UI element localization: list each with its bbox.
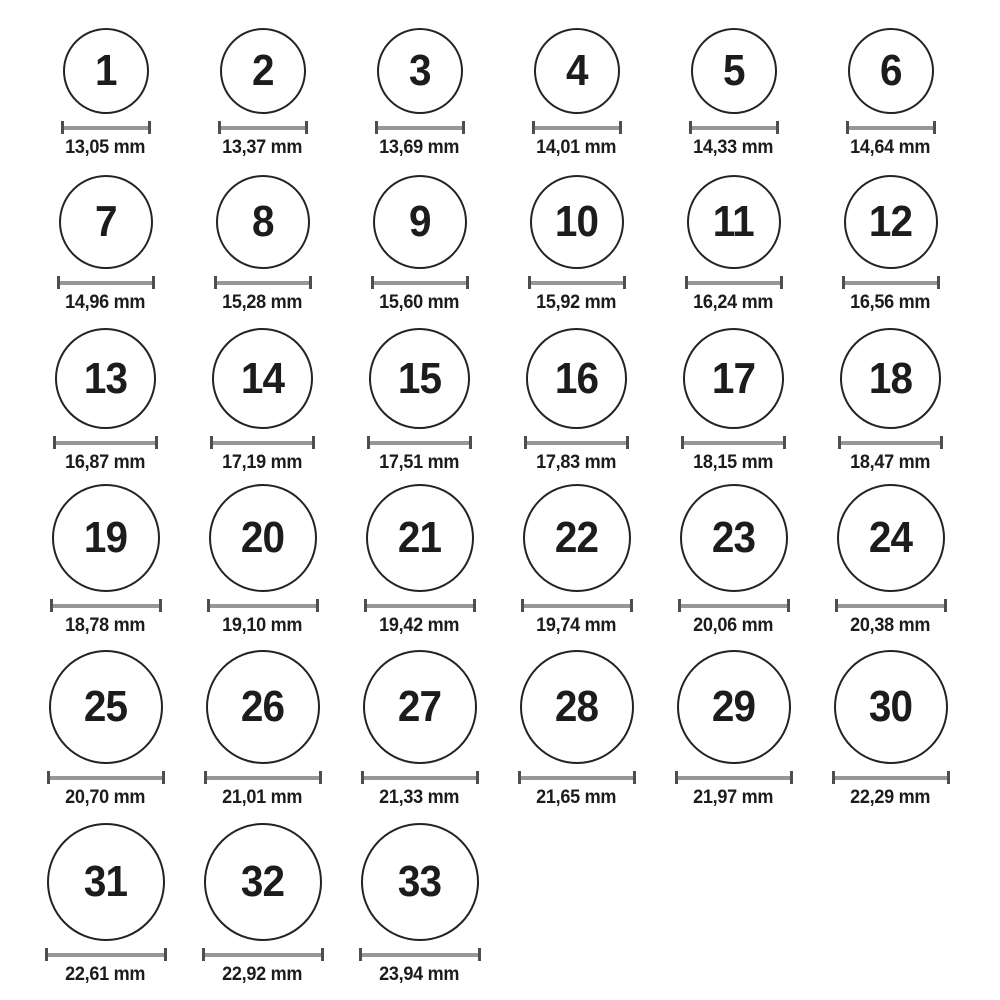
measure-right-tick-icon	[776, 121, 779, 134]
ring-circle	[530, 175, 624, 269]
diameter-label: 14,64 mm	[850, 137, 931, 158]
ring-size-item	[341, 175, 498, 314]
ring-size-item	[498, 650, 655, 809]
ring-size-item	[498, 328, 655, 474]
measure-bar	[362, 953, 478, 957]
ring-size-number: 4	[565, 46, 588, 95]
ring-size-number: 1	[94, 46, 117, 95]
measure-right-tick-icon	[633, 771, 636, 784]
measure-right-tick-icon	[309, 276, 312, 289]
measure-bar	[678, 776, 790, 780]
ring-circle	[212, 328, 313, 429]
ring-circle	[361, 823, 479, 941]
measure-right-tick-icon	[164, 948, 167, 961]
ring-size-item	[341, 28, 498, 159]
diameter-measure-line	[57, 276, 155, 289]
diameter-label: 13,05 mm	[65, 137, 146, 158]
measure-right-tick-icon	[783, 436, 786, 449]
diameter-measure-line	[50, 599, 162, 612]
ring-size-item	[184, 28, 341, 159]
ring-size-item	[812, 28, 969, 159]
diameter-label: 18,15 mm	[693, 452, 774, 473]
diameter-measure-line	[835, 599, 947, 612]
ring-size-item	[812, 484, 969, 637]
diameter-label: 16,56 mm	[850, 292, 931, 313]
diameter-label: 16,24 mm	[693, 292, 774, 313]
diameter-label: 15,28 mm	[222, 292, 303, 313]
ring-circle	[377, 28, 463, 114]
ring-circle	[209, 484, 317, 592]
diameter-measure-line	[367, 436, 472, 449]
measure-bar	[205, 953, 321, 957]
measure-bar	[378, 126, 462, 130]
ring-size-number: 21	[397, 513, 442, 562]
ring-size-number: 26	[240, 682, 285, 731]
ring-circle	[63, 28, 149, 114]
measure-right-tick-icon	[316, 599, 319, 612]
diameter-label: 21,65 mm	[536, 787, 617, 808]
diameter-measure-line	[47, 771, 165, 784]
measure-right-tick-icon	[476, 771, 479, 784]
ring-size-item	[27, 175, 184, 314]
measure-right-tick-icon	[152, 276, 155, 289]
diameter-label: 20,70 mm	[65, 787, 146, 808]
diameter-measure-line	[518, 771, 636, 784]
diameter-measure-line	[361, 771, 479, 784]
diameter-label: 19,42 mm	[379, 615, 460, 636]
diameter-measure-line	[832, 771, 950, 784]
measure-right-tick-icon	[937, 276, 940, 289]
ring-size-row	[27, 650, 1000, 809]
measure-bar	[367, 604, 473, 608]
ring-size-number: 30	[868, 682, 913, 731]
ring-size-number: 18	[868, 353, 913, 403]
diameter-label: 21,33 mm	[379, 787, 460, 808]
diameter-measure-line	[521, 599, 633, 612]
ring-size-number: 31	[83, 857, 128, 906]
ring-size-number: 20	[240, 513, 285, 562]
diameter-measure-line	[364, 599, 476, 612]
ring-size-row	[27, 484, 1000, 637]
diameter-measure-line	[685, 276, 783, 289]
diameter-measure-line	[53, 436, 158, 449]
measure-right-tick-icon	[630, 599, 633, 612]
ring-size-item	[27, 650, 184, 809]
diameter-measure-line	[842, 276, 940, 289]
ring-circle	[369, 328, 470, 429]
ring-size-number: 33	[397, 857, 442, 906]
diameter-measure-line	[202, 948, 324, 961]
ring-size-item	[341, 328, 498, 474]
ring-size-item	[498, 484, 655, 637]
ring-size-item	[184, 484, 341, 637]
diameter-label: 18,47 mm	[850, 452, 931, 473]
measure-bar	[56, 441, 155, 445]
ring-size-number: 22	[554, 513, 599, 562]
ring-size-number: 6	[879, 46, 902, 95]
measure-bar	[845, 281, 937, 285]
measure-bar	[374, 281, 466, 285]
ring-circle	[373, 175, 467, 269]
measure-right-tick-icon	[944, 599, 947, 612]
diameter-measure-line	[375, 121, 465, 134]
ring-size-item	[498, 28, 655, 159]
diameter-label: 17,83 mm	[536, 452, 617, 473]
measure-right-tick-icon	[148, 121, 151, 134]
ring-size-number: 24	[868, 513, 913, 562]
diameter-measure-line	[689, 121, 779, 134]
diameter-measure-line	[846, 121, 936, 134]
diameter-measure-line	[532, 121, 622, 134]
diameter-label: 18,78 mm	[65, 615, 146, 636]
diameter-label: 15,92 mm	[536, 292, 617, 313]
ring-circle	[848, 28, 934, 114]
ring-size-number: 27	[397, 682, 442, 731]
diameter-label: 13,69 mm	[379, 137, 460, 158]
ring-circle	[49, 650, 163, 764]
diameter-label: 15,60 mm	[379, 292, 460, 313]
measure-bar	[535, 126, 619, 130]
diameter-measure-line	[214, 276, 312, 289]
ring-circle	[47, 823, 165, 941]
ring-size-number: 3	[408, 46, 431, 95]
measure-right-tick-icon	[466, 276, 469, 289]
ring-size-item	[341, 484, 498, 637]
ring-size-item	[655, 175, 812, 314]
diameter-label: 14,96 mm	[65, 292, 146, 313]
measure-bar	[531, 281, 623, 285]
diameter-label: 22,29 mm	[850, 787, 931, 808]
diameter-label: 14,01 mm	[536, 137, 617, 158]
ring-size-item	[655, 484, 812, 637]
measure-right-tick-icon	[469, 436, 472, 449]
diameter-measure-line	[838, 436, 943, 449]
diameter-label: 19,74 mm	[536, 615, 617, 636]
ring-circle	[840, 328, 941, 429]
measure-right-tick-icon	[319, 771, 322, 784]
ring-size-number: 19	[83, 513, 128, 562]
ring-size-item	[27, 328, 184, 474]
measure-right-tick-icon	[462, 121, 465, 134]
measure-right-tick-icon	[940, 436, 943, 449]
measure-bar	[692, 126, 776, 130]
ring-size-row	[27, 823, 1000, 986]
ring-circle	[59, 175, 153, 269]
measure-bar	[527, 441, 626, 445]
diameter-measure-line	[528, 276, 626, 289]
diameter-label: 20,38 mm	[850, 615, 931, 636]
ring-size-number: 23	[711, 513, 756, 562]
ring-size-number: 28	[554, 682, 599, 731]
measure-bar	[60, 281, 152, 285]
ring-size-number: 29	[711, 682, 756, 731]
measure-right-tick-icon	[787, 599, 790, 612]
diameter-measure-line	[359, 948, 481, 961]
measure-bar	[48, 953, 164, 957]
diameter-label: 17,51 mm	[379, 452, 460, 473]
ring-circle	[680, 484, 788, 592]
ring-size-item	[655, 328, 812, 474]
ring-circle	[216, 175, 310, 269]
measure-bar	[838, 604, 944, 608]
ring-circle	[363, 650, 477, 764]
measure-bar	[370, 441, 469, 445]
ring-size-number: 12	[868, 197, 913, 246]
measure-bar	[213, 441, 312, 445]
ring-circle	[677, 650, 791, 764]
diameter-label: 21,97 mm	[693, 787, 774, 808]
measure-right-tick-icon	[159, 599, 162, 612]
diameter-label: 16,87 mm	[65, 452, 146, 473]
measure-right-tick-icon	[619, 121, 622, 134]
ring-size-number: 10	[554, 197, 599, 246]
ring-size-number: 2	[251, 46, 274, 95]
ring-size-item	[655, 28, 812, 159]
measure-bar	[364, 776, 476, 780]
ring-size-number: 8	[251, 197, 274, 246]
measure-bar	[210, 604, 316, 608]
measure-right-tick-icon	[155, 436, 158, 449]
measure-bar	[681, 604, 787, 608]
ring-circle	[844, 175, 938, 269]
diameter-label: 21,01 mm	[222, 787, 303, 808]
ring-size-number: 7	[94, 197, 117, 246]
measure-right-tick-icon	[321, 948, 324, 961]
ring-size-item	[27, 28, 184, 159]
ring-size-number: 9	[408, 197, 431, 246]
ring-size-row	[27, 175, 1000, 314]
ring-size-item	[341, 823, 498, 986]
ring-size-item	[184, 175, 341, 314]
diameter-measure-line	[204, 771, 322, 784]
measure-right-tick-icon	[305, 121, 308, 134]
diameter-label: 19,10 mm	[222, 615, 303, 636]
measure-right-tick-icon	[473, 599, 476, 612]
ring-size-number: 5	[722, 46, 745, 95]
ring-size-item	[27, 484, 184, 637]
diameter-label: 22,92 mm	[222, 964, 303, 985]
ring-size-number: 11	[713, 197, 754, 246]
ring-circle	[691, 28, 777, 114]
diameter-measure-line	[45, 948, 167, 961]
ring-size-item	[184, 328, 341, 474]
measure-bar	[841, 441, 940, 445]
diameter-measure-line	[681, 436, 786, 449]
ring-circle	[52, 484, 160, 592]
ring-size-item	[27, 823, 184, 986]
measure-bar	[521, 776, 633, 780]
ring-circle	[55, 328, 156, 429]
diameter-measure-line	[678, 599, 790, 612]
diameter-measure-line	[207, 599, 319, 612]
ring-size-number: 17	[711, 353, 756, 403]
diameter-label: 14,33 mm	[693, 137, 774, 158]
ring-circle	[837, 484, 945, 592]
ring-circle	[366, 484, 474, 592]
ring-size-item	[812, 175, 969, 314]
measure-bar	[849, 126, 933, 130]
diameter-label: 20,06 mm	[693, 615, 774, 636]
measure-right-tick-icon	[626, 436, 629, 449]
ring-circle	[206, 650, 320, 764]
ring-circle	[687, 175, 781, 269]
diameter-measure-line	[61, 121, 151, 134]
measure-right-tick-icon	[623, 276, 626, 289]
ring-size-number: 25	[83, 682, 128, 731]
diameter-measure-line	[675, 771, 793, 784]
measure-right-tick-icon	[162, 771, 165, 784]
measure-right-tick-icon	[780, 276, 783, 289]
measure-right-tick-icon	[947, 771, 950, 784]
diameter-measure-line	[524, 436, 629, 449]
ring-circle	[520, 650, 634, 764]
measure-right-tick-icon	[312, 436, 315, 449]
ring-size-number: 14	[240, 353, 285, 403]
measure-right-tick-icon	[933, 121, 936, 134]
ring-circle	[523, 484, 631, 592]
measure-bar	[50, 776, 162, 780]
measure-right-tick-icon	[478, 948, 481, 961]
ring-size-item	[812, 328, 969, 474]
diameter-label: 13,37 mm	[222, 137, 303, 158]
ring-circle	[534, 28, 620, 114]
measure-bar	[207, 776, 319, 780]
ring-size-item	[655, 650, 812, 809]
ring-circle	[220, 28, 306, 114]
ring-size-item	[812, 650, 969, 809]
ring-circle	[526, 328, 627, 429]
ring-size-number: 15	[397, 353, 442, 403]
measure-bar	[64, 126, 148, 130]
ring-size-row	[27, 328, 1000, 474]
ring-size-row	[27, 28, 1000, 159]
ring-size-item	[341, 650, 498, 809]
diameter-label: 17,19 mm	[222, 452, 303, 473]
diameter-measure-line	[371, 276, 469, 289]
ring-size-number: 13	[83, 353, 128, 403]
measure-bar	[835, 776, 947, 780]
measure-bar	[217, 281, 309, 285]
diameter-measure-line	[218, 121, 308, 134]
measure-bar	[684, 441, 783, 445]
measure-right-tick-icon	[790, 771, 793, 784]
ring-size-number: 16	[554, 353, 599, 403]
ring-circle	[204, 823, 322, 941]
ring-size-number: 32	[240, 857, 285, 906]
ring-circle	[834, 650, 948, 764]
diameter-label: 22,61 mm	[65, 964, 146, 985]
ring-size-item	[184, 650, 341, 809]
ring-circle	[683, 328, 784, 429]
diameter-measure-line	[210, 436, 315, 449]
ring-size-item	[498, 175, 655, 314]
diameter-label: 23,94 mm	[379, 964, 460, 985]
measure-bar	[221, 126, 305, 130]
measure-bar	[688, 281, 780, 285]
measure-bar	[524, 604, 630, 608]
ring-size-item	[184, 823, 341, 986]
measure-bar	[53, 604, 159, 608]
